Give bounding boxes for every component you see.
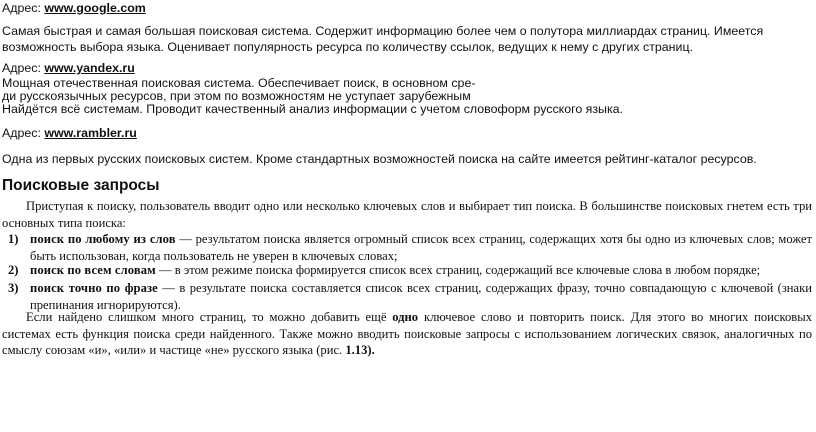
list-description: — в результате поиска составляется список всех страниц, содержащих фразу, точно совпадающую с ключевой (знаки препинания игнорируются).: [30, 281, 812, 312]
rambler-address-line: [2, 125, 812, 141]
rambler-address-label: Адрес:: [2, 126, 41, 140]
list-item: [8, 231, 812, 264]
google-link[interactable]: www.google.com: [44, 1, 146, 15]
intro-paragraph: Приступая к поиску, пользователь вводит одно или несколько ключевых слов и выбирает тип поиска. В большинстве поисковых гнетем есть три основных типа поиска:: [2, 199, 812, 230]
list-description: — в этом режиме поиска формируется список всех страниц, содержащий все ключевые слова в любом порядке;: [155, 263, 761, 277]
closing-paragraph: [2, 309, 812, 359]
list-text: [30, 262, 812, 279]
yandex-description-line-3: Найдётся всё системам. Проводит качественный анализ информации с учетом словоформ русского языка.: [2, 102, 623, 116]
rambler-description: Одна из первых русских поисковых систем. Кроме стандартных возможностей поиска на сайте имеется рейтинг-каталог ресурсов.: [2, 152, 757, 166]
closing-text-2: ключевое слово и повторить поиск. Для этого во многих поисковых системах есть функция поиска среди найденного. Также можно вводить поисковые запросы с использованием логических связок, аналогичных по смыслу союзам «и», «или» и частице «не» русского языка (рис.: [2, 310, 812, 357]
section-title: Поисковые запросы: [2, 177, 160, 194]
google-description: Самая быстрая и самая большая поисковая система. Содержит информацию более чем о полутора миллиардах страниц. Имеется возможность выбора языка. Оценивает популярность ресурса по количеству ссылок, ведущих к нему с других страниц.: [2, 24, 764, 54]
figure-reference: 1.13: [345, 343, 368, 357]
list-number: 3): [8, 281, 19, 295]
closing-text-1: Если найдено слишком много страниц, то можно добавить ещё: [26, 310, 393, 324]
list-number: 1): [8, 232, 19, 246]
closing-bold-word: одно: [392, 310, 419, 324]
list-term: поиск по любому из слов: [30, 232, 176, 246]
yandex-description-line-1: Мощная отечественная поисковая система. Обеспечивает поиск, в основном сре-: [2, 76, 476, 90]
list-term: поиск точно по фразе: [30, 281, 158, 295]
rambler-link[interactable]: www.rambler.ru: [44, 126, 137, 140]
yandex-link[interactable]: www.yandex.ru: [44, 61, 135, 75]
list-item: [8, 262, 812, 279]
closing-text-3: ).: [367, 343, 375, 357]
google-address-label: Адрес:: [2, 1, 41, 15]
list-number: 2): [8, 263, 19, 277]
yandex-description-line-2: ди русскоязычных ресурсов, при этом по возможностям не уступает зарубежным: [2, 89, 471, 103]
list-description: — результатом поиска является огромный список всех страниц, содержащих хотя бы одно из ключевых слов; может быть использован, когда пользователь не уверен в ключевых словах;: [30, 232, 812, 263]
list-term: поиск по всем словам: [30, 263, 156, 277]
yandex-address-line: [2, 60, 812, 76]
yandex-address-label: Адрес:: [2, 61, 41, 75]
google-address-line: [2, 0, 812, 16]
list-text: [30, 231, 812, 264]
